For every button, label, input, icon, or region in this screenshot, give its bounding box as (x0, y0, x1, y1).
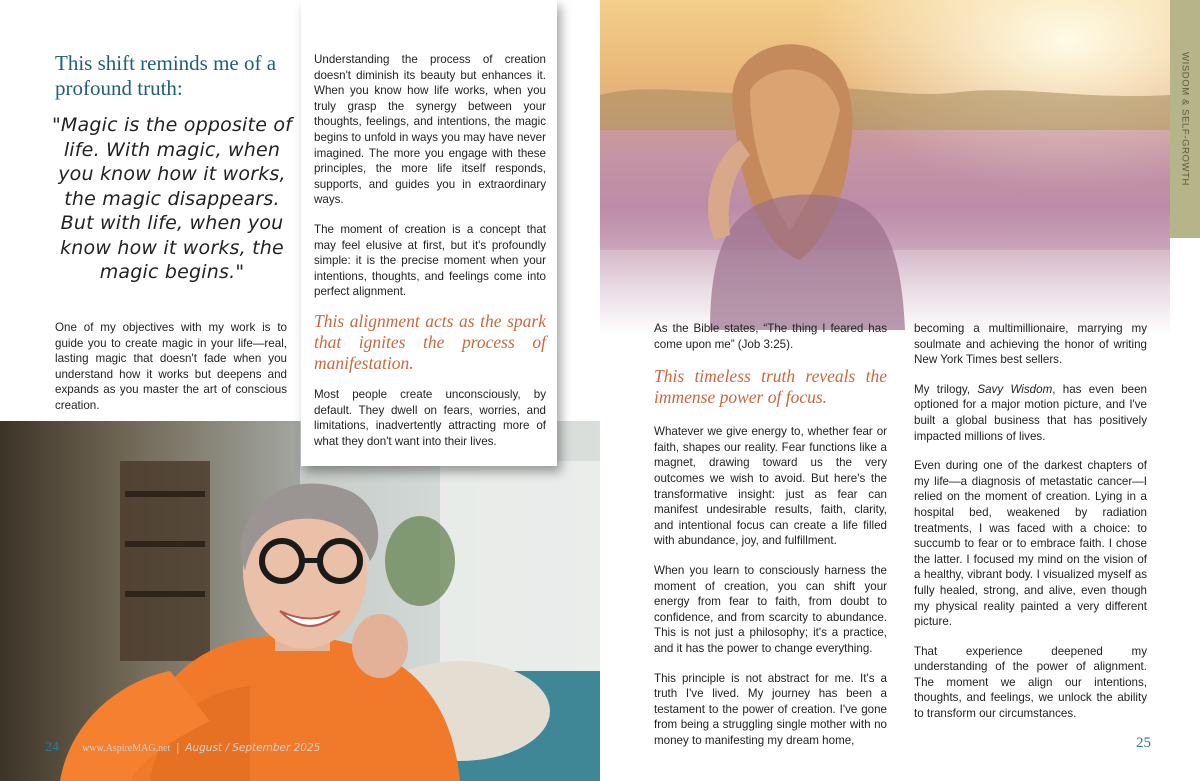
footer-separator: | (176, 742, 180, 754)
photo-woman-sunset-field (600, 0, 1170, 335)
side-tab-text: WISDOM & SELF-GROWTH (1179, 52, 1191, 186)
trilogy-title: Savy Wisdom (977, 382, 1053, 396)
page-number-left: 24 (45, 740, 59, 755)
footer-issue: August / September 2025 (185, 742, 321, 754)
moment-paragraph: The moment of creation is a concept that may feel elusive at first, but it's profoundly simple: it is the precise moment when your intentions, thoughts, and feelings come into perfect alignment. (314, 222, 546, 299)
trilogy-text-end: , has even been optioned for a major motion picture, and I've built a global business that has positively impacted millions of lives. (914, 382, 1148, 443)
footer-website: www.AspireMAG.net (82, 743, 171, 754)
trilogy-text-start: My trilogy, (914, 382, 978, 396)
right-column-1 (654, 321, 887, 762)
left-footer (45, 740, 365, 756)
magic-quote: "Magic is the opposite of life. With magic, when you know how it works, the magic disappears. But with life, when you know how it works, the magic begins." (51, 114, 293, 283)
alignment-paragraph: That experience deepened my understanding of the power of alignment. The moment we align our intentions, thoughts, and feelings, we unlock the ability to transform our circumstances. (914, 644, 1147, 721)
photo-sunset-illustration (600, 0, 1170, 335)
harness-paragraph: When you learn to consciously harness the moment of creation, you can shift your energy from fear to faith, from doubt to confidence, and from scarcity to abundance. This is not just a philosophy; it's a practice, and it has the power to change everything. (654, 563, 887, 655)
energy-paragraph: Whatever we give energy to, whether fear or faith, shapes our reality. Fear functions like a magnet, drawing toward us the very outcomes we wish to avoid. But here's the transformative insight: just as fear can manifest undesirable results, faith, clarity, and intentional focus can create a life filled with abundance, joy, and fulfillment. (654, 425, 887, 548)
section-side-tab-label (1170, 0, 1200, 238)
cancer-paragraph: Even during one of the darkest chapters of my life—a diagnosis of metastatic cancer—I relied on the moment of creation. Lying in a hospital bed, weakened by radiation treatments, I was faced with a choice: to succumb to fear or to embrace faith. I chose the latter. I focused my mind on the vision of a healthy, vibrant body. I visualized myself as fully healed, strong, and alive, even though my physical reality painted a very different picture. (914, 459, 1147, 629)
photo-smiling-woman-orange-sweater (0, 421, 600, 781)
right-column-2 (914, 321, 1147, 736)
objectives-paragraph: One of my objectives with my work is to guide you to create magic in your life—real, lasting magic that doesn't fade when you understand how it works but deepens and expands as you master the art of conscious creation. (55, 321, 287, 412)
bible-paragraph: As the Bible states, “The thing I feared has come upon me” (Job 3:25). (654, 322, 887, 351)
achievements-paragraph: becoming a multimillionaire, marrying my soulmate and achieving the honor of writing New York Times best sellers. (914, 322, 1147, 367)
text-box-content (314, 52, 546, 463)
creation-paragraph: Understanding the process of creation doesn't diminish its beauty but enhances it. When you know how life works, when you truly grasp the synergy between your thoughts, feelings, and intentions, the magic begins to unfold in ways you may have never imagined. The more you engage with these principles, the more life itself responds, supports, and guides you in extraordinary ways. (314, 53, 546, 207)
photo-smiling-woman-illustration (0, 421, 600, 781)
pull-quote-alignment: This alignment acts as the spark that ignites the process of manifestation. (314, 310, 546, 373)
pull-quote-focus: This timeless truth reveals the immense power of focus. (654, 366, 887, 408)
page-number-right: 25 (1136, 735, 1151, 751)
journey-paragraph: This principle is not abstract for me. It's a truth I've lived. My journey has been a testament to the power of creation. I've gone from being a struggling single mother with no money to manifesting my dream home, (654, 671, 887, 747)
unconscious-paragraph: Most people create unconsciously, by default. They dwell on fears, worries, and limitations, inadvertently attracting more of what they don't want into their lives. (314, 387, 546, 448)
section-heading: This shift reminds me of a profound truth: (55, 51, 277, 100)
trilogy-paragraph (914, 382, 1147, 444)
